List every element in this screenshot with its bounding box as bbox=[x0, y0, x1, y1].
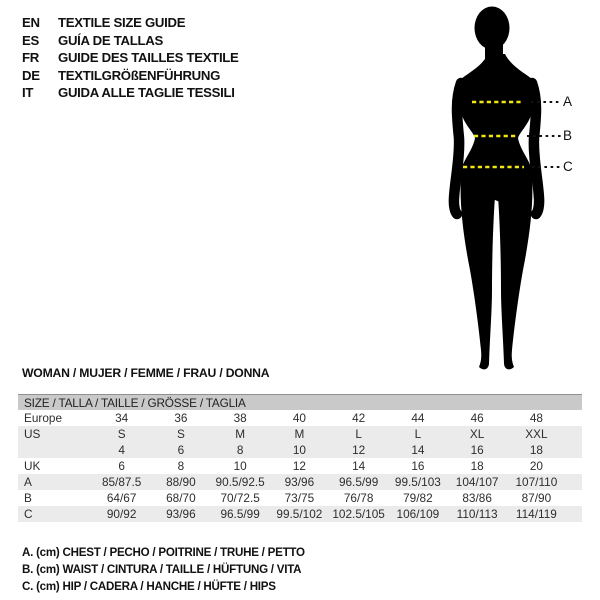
language-row bbox=[22, 84, 239, 102]
row-label: C bbox=[24, 507, 33, 521]
language-row bbox=[22, 67, 239, 85]
size-cell: L bbox=[414, 427, 422, 441]
section-title: WOMAN / MUJER / FEMME / FRAU / DONNA bbox=[22, 366, 270, 380]
size-cell: 93/96 bbox=[284, 475, 315, 489]
size-cell: 70/72.5 bbox=[220, 491, 260, 505]
size-cell: 34 bbox=[115, 411, 129, 425]
woman-silhouette-icon bbox=[400, 0, 600, 380]
size-cell: 88/90 bbox=[166, 475, 196, 489]
row-label bbox=[18, 442, 92, 458]
woman-silhouette-figure bbox=[400, 0, 600, 380]
size-cell: 96.5/99 bbox=[338, 475, 379, 489]
marker-label-chest: A bbox=[563, 94, 573, 109]
language-code: EN bbox=[22, 15, 40, 30]
size-cell: 68/70 bbox=[166, 491, 196, 505]
language-row bbox=[22, 49, 239, 67]
size-cell: 114/119 bbox=[515, 507, 557, 521]
size-cell: 8 bbox=[236, 443, 244, 457]
language-code: FR bbox=[22, 50, 39, 66]
size-cell: 87/90 bbox=[521, 491, 552, 505]
size-cell: 20 bbox=[529, 459, 543, 473]
size-cell: 104/107 bbox=[455, 475, 499, 489]
size-cell: S bbox=[176, 427, 185, 441]
table-row bbox=[18, 442, 582, 458]
size-cell: 14 bbox=[411, 443, 425, 457]
table-row bbox=[18, 458, 582, 474]
language-title: GUIDA ALLE TAGLIE TESSILI bbox=[58, 85, 235, 101]
language-code: DE bbox=[22, 67, 40, 83]
row-spacer bbox=[566, 474, 582, 490]
row-spacer bbox=[566, 410, 582, 426]
size-cell: 107/110 bbox=[515, 475, 558, 489]
row-spacer bbox=[566, 490, 582, 506]
language-title: GUÍA DE TALLAS bbox=[58, 32, 163, 48]
size-cell: S bbox=[117, 427, 126, 441]
size-cell: 38 bbox=[233, 411, 247, 425]
size-cell: 76/78 bbox=[343, 491, 374, 505]
size-cell: 73/75 bbox=[284, 491, 315, 505]
size-table-header: SIZE / TALLA / TAILLE / GRÖSSE / TAGLIA bbox=[18, 394, 582, 410]
size-cell: 12 bbox=[352, 443, 366, 457]
language-code: ES bbox=[22, 32, 39, 48]
row-label: A bbox=[24, 475, 32, 489]
size-cell: L bbox=[355, 427, 362, 441]
row-spacer bbox=[566, 442, 582, 458]
table-row bbox=[18, 474, 582, 490]
row-spacer bbox=[566, 506, 582, 522]
language-title: TEXTILE SIZE GUIDE bbox=[58, 15, 186, 30]
language-code: IT bbox=[22, 85, 34, 101]
size-cell: 102.5/105 bbox=[332, 507, 385, 521]
size-cell: M bbox=[294, 427, 305, 441]
language-row bbox=[22, 14, 239, 32]
size-cell: 44 bbox=[411, 411, 425, 425]
size-cell: 4 bbox=[118, 443, 125, 457]
size-cell: 8 bbox=[177, 459, 185, 473]
size-cell: 90.5/92.5 bbox=[215, 475, 265, 489]
size-cell: 16 bbox=[411, 459, 425, 473]
size-cell: 14 bbox=[352, 459, 366, 473]
size-cell: 93/96 bbox=[166, 507, 196, 521]
row-spacer bbox=[566, 458, 582, 474]
size-cell: XL bbox=[469, 427, 485, 441]
size-cell: XXL bbox=[525, 427, 548, 441]
legend-line: B. (cm) WAIST / CINTURA / TAILLE / HÜFTUNG / VITA bbox=[22, 563, 302, 577]
size-cell: M bbox=[235, 427, 246, 441]
table-row bbox=[18, 506, 582, 522]
table-row bbox=[18, 426, 582, 442]
row-label: UK bbox=[24, 459, 41, 473]
row-label: B bbox=[24, 491, 32, 505]
size-cell: 16 bbox=[470, 443, 484, 457]
size-table bbox=[18, 394, 582, 522]
row-spacer bbox=[566, 426, 582, 442]
table-row bbox=[18, 490, 582, 506]
size-cell: 46 bbox=[470, 411, 484, 425]
size-cell: 79/82 bbox=[403, 491, 433, 505]
size-cell: 42 bbox=[352, 411, 366, 425]
size-cell: 18 bbox=[529, 443, 543, 457]
size-cell: 10 bbox=[233, 459, 247, 473]
size-cell: 99.5/102 bbox=[276, 507, 323, 521]
size-cell: 48 bbox=[529, 411, 543, 425]
size-table-body bbox=[18, 410, 582, 522]
language-row bbox=[22, 32, 239, 50]
size-cell: 40 bbox=[292, 411, 306, 425]
language-title: TEXTILGRÖßENFÜHRUNG bbox=[58, 67, 221, 83]
legend-line: C. (cm) HIP / CADERA / HANCHE / HÜFTE / HIPS bbox=[22, 580, 276, 594]
size-cell: 96.5/99 bbox=[220, 507, 260, 521]
size-cell: 6 bbox=[118, 459, 125, 473]
language-title: GUIDE DES TAILLES TEXTILE bbox=[58, 50, 239, 66]
legend-line: A. (cm) CHEST / PECHO / POITRINE / TRUHE / PETTO bbox=[22, 546, 305, 559]
size-cell: 85/87.5 bbox=[101, 475, 142, 489]
size-cell: 106/109 bbox=[396, 507, 440, 521]
size-cell: 6 bbox=[177, 443, 185, 457]
size-cell: 90/92 bbox=[106, 507, 137, 521]
size-cell: 64/67 bbox=[106, 491, 137, 505]
row-label: Europe bbox=[24, 411, 63, 425]
size-cell: 36 bbox=[174, 411, 188, 425]
measurement-legend bbox=[22, 544, 305, 596]
table-row bbox=[18, 410, 582, 426]
size-cell: 10 bbox=[292, 443, 306, 457]
size-cell: 18 bbox=[470, 459, 484, 473]
size-cell: 12 bbox=[292, 459, 306, 473]
language-title-list bbox=[22, 14, 239, 102]
size-cell: 83/86 bbox=[462, 491, 492, 505]
marker-label-waist: B bbox=[563, 128, 573, 143]
size-cell: 99.5/103 bbox=[394, 475, 441, 489]
marker-label-hip: C bbox=[563, 159, 573, 174]
row-label: US bbox=[24, 427, 41, 441]
size-cell: 110/113 bbox=[456, 507, 498, 521]
